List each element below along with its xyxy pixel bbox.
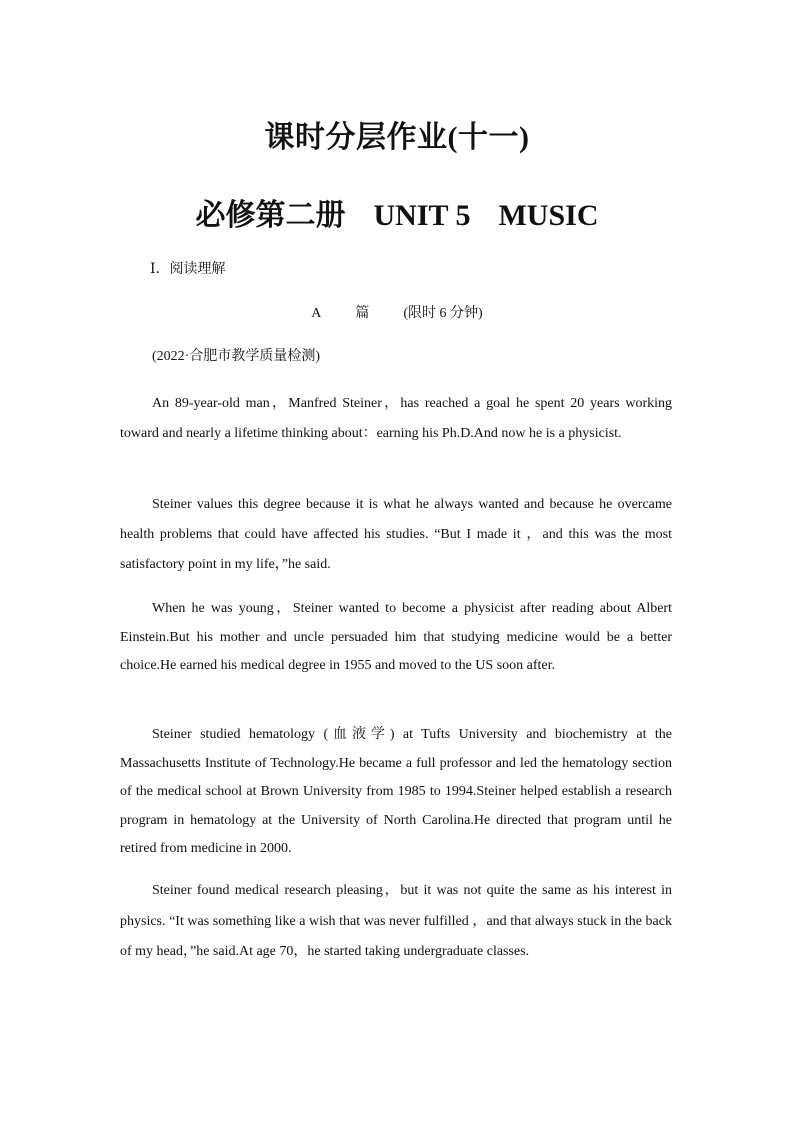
textbook-label: 必修第二册 xyxy=(195,199,346,232)
passage-word: 篇 xyxy=(355,306,370,321)
paragraph-1: An 89-year-old man，Manfred Steiner，has reached a goal he spent 20 years working toward and nearly a lifetime thinking about：earning his Ph.D.And now he is a physicist. xyxy=(120,396,672,441)
unit-number: UNIT 5 xyxy=(373,199,471,232)
unit-heading xyxy=(0,190,794,234)
paragraph-5: Steiner found medical research pleasing，but it was not quite the same as his interest in physics. “It was something like a wish that was never fulfilled ，and that always stuck in the back of my head，”he said.At age 70，he started taking undergraduate classes. xyxy=(120,883,672,959)
source-note: (2022·合肥市教学质量检测) xyxy=(152,349,320,364)
passage-heading xyxy=(0,302,794,322)
section-heading: Ⅰ．阅读理解 xyxy=(150,262,226,277)
paragraph-3: When he was young，Steiner wanted to become a physicist after reading about Albert Einstein.But his mother and uncle persuaded him that studying medicine would be a better choice.He earned his medical degree in 1955 and moved to the US soon after. xyxy=(120,601,672,673)
unit-topic: MUSIC xyxy=(498,199,599,232)
paragraph-2: Steiner values this degree because it is what he always wanted and because he overcame health problems that could have affected his studies. “But I made it ，and this was the most satisfactory point in my life，”he said. xyxy=(120,497,672,572)
time-limit: (限时 6 分钟) xyxy=(403,306,483,321)
passage-letter: A xyxy=(311,306,322,321)
paragraph-4: Steiner studied hematology (血液学) at Tufts University and biochemistry at the Massachusetts Institute of Technology.He became a full professor and led the hematology section of the medical school at Brown University from 1985 to 1994.Steiner helped establish a research program in hematology at the University of North Carolina.He directed that program until he retired from medicine in 2000. xyxy=(120,727,672,856)
page-title: 课时分层作业(十一) xyxy=(264,121,530,154)
